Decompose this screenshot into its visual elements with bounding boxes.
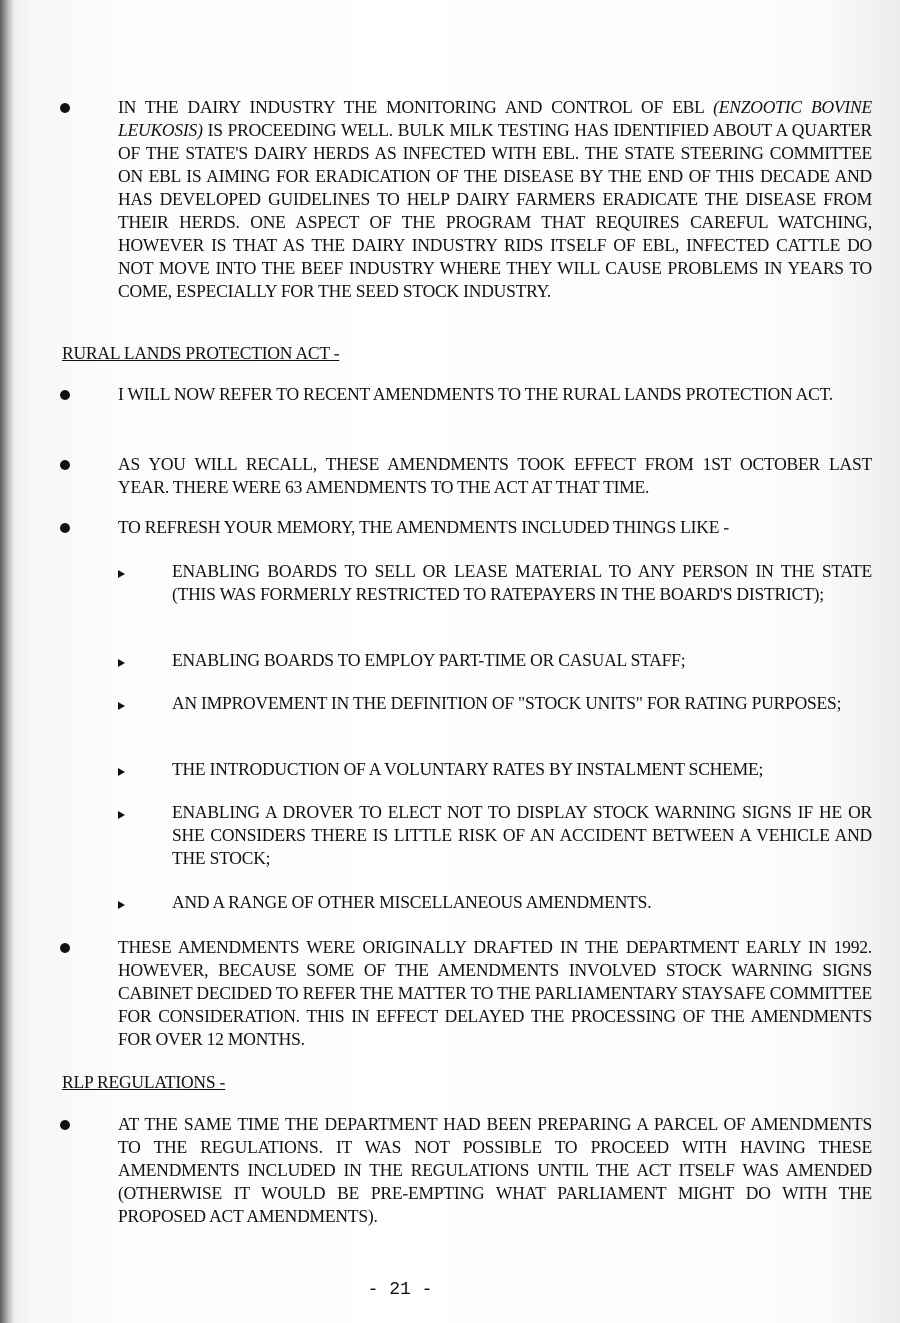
paragraph-refresh: TO REFRESH YOUR MEMORY, THE AMENDMENTS INCLUDED THINGS LIKE - <box>118 517 730 537</box>
bullet-icon <box>60 460 70 470</box>
amendment-item: THE INTRODUCTION OF A VOLUNTARY RATES BY INSTALMENT SCHEME; <box>172 759 764 779</box>
paragraph-same-time: AT THE SAME TIME THE DEPARTMENT HAD BEEN PREPARING A PARCEL OF AMENDMENTS TO THE REGULATIONS. IT WAS NOT POSSIBLE TO PROCEED WITH HAVING THESE AMENDMENTS INCLUDED IN THE REGULATIONS UNTIL THE ACT ITSELF WAS AMENDED (OTHERWISE IT WOULD BE PRE-EMPTING WHAT PARLIAMENT MIGHT DO WITH THE PROPOSED ACT AMENDMENTS). <box>118 1114 872 1226</box>
paragraph-drafted: THESE AMENDMENTS WERE ORIGINALLY DRAFTED IN THE DEPARTMENT EARLY IN 1992. HOWEVER, BECAUSE SOME OF THE AMENDMENTS INVOLVED STOCK WARNING SIGNS CABINET DECIDED TO REFER THE MATTER TO THE PARLIAMENTARY STAYSAFE COMMITTEE FOR CONSIDERATION. THIS IN EFFECT DELAYED THE PROCESSING OF THE AMENDMENTS FOR OVER 12 MONTHS. <box>118 937 872 1049</box>
arrow-bullet-icon <box>118 702 125 710</box>
amendment-item: AN IMPROVEMENT IN THE DEFINITION OF "STOCK UNITS" FOR RATING PURPOSES; <box>172 693 842 713</box>
scan-edge-shadow <box>0 0 14 1323</box>
paragraph-recall: AS YOU WILL RECALL, THESE AMENDMENTS TOOK EFFECT FROM 1ST OCTOBER LAST YEAR. THERE WERE 63 AMENDMENTS TO THE ACT AT THAT TIME. <box>118 454 872 497</box>
arrow-bullet-icon <box>118 901 125 909</box>
paragraph-ebl <box>118 96 872 303</box>
bullet-icon <box>60 1120 70 1130</box>
amendment-item: ENABLING BOARDS TO EMPLOY PART-TIME OR CASUAL STAFF; <box>172 650 686 670</box>
paragraph-refer: I WILL NOW REFER TO RECENT AMENDMENTS TO THE RURAL LANDS PROTECTION ACT. <box>118 384 833 404</box>
page-number: - 21 - <box>367 1280 433 1300</box>
ebl-italic-term: (ENZOOTIC BOVINE LEUKOSIS) <box>118 97 872 140</box>
amendment-item: ENABLING BOARDS TO SELL OR LEASE MATERIAL TO ANY PERSON IN THE STATE (THIS WAS FORMERLY RESTRICTED TO RATEPAYERS IN THE BOARD'S DISTRICT); <box>172 561 872 604</box>
heading-rlp-regulations: RLP REGULATIONS - <box>62 1072 226 1092</box>
arrow-bullet-icon <box>118 768 125 776</box>
bullet-icon <box>60 943 70 953</box>
arrow-bullet-icon <box>118 570 125 578</box>
heading-rural-lands-protection-act: RURAL LANDS PROTECTION ACT - <box>62 343 340 363</box>
amendment-item: ENABLING A DROVER TO ELECT NOT TO DISPLAY STOCK WARNING SIGNS IF HE OR SHE CONSIDERS THERE IS LITTLE RISK OF AN ACCIDENT BETWEEN A VEHICLE AND THE STOCK; <box>172 802 872 868</box>
bullet-icon <box>60 103 70 113</box>
bullet-icon <box>60 523 70 533</box>
amendment-item: AND A RANGE OF OTHER MISCELLANEOUS AMENDMENTS. <box>172 892 652 912</box>
ebl-text-after: IS PROCEEDING WELL. BULK MILK TESTING HAS IDENTIFIED ABOUT A QUARTER OF THE STATE'S DAIRY HERDS AS INFECTED WITH EBL. THE STATE STEERING COMMITTEE ON EBL IS AIMING FOR ERADICATION OF THE DISEASE BY THE END OF THIS DECADE AND HAS DEVELOPED GUIDELINES TO HELP DAIRY FARMERS ERADICATE THE DISEASE FROM THEIR HERDS. ONE ASPECT OF THE PROGRAM THAT REQUIRES CAREFUL WATCHING, HOWEVER IS THAT AS THE DAIRY INDUSTRY RIDS ITSELF OF EBL, INFECTED CATTLE DO NOT MOVE INTO THE BEEF INDUSTRY WHERE THEY WILL CAUSE PROBLEMS IN YEARS TO COME, ESPECIALLY FOR THE SEED STOCK INDUSTRY. <box>118 120 872 301</box>
arrow-bullet-icon <box>118 659 125 667</box>
arrow-bullet-icon <box>118 811 125 819</box>
ebl-text-before: IN THE DAIRY INDUSTRY THE MONITORING AND CONTROL OF EBL <box>118 97 714 117</box>
bullet-icon <box>60 390 70 400</box>
